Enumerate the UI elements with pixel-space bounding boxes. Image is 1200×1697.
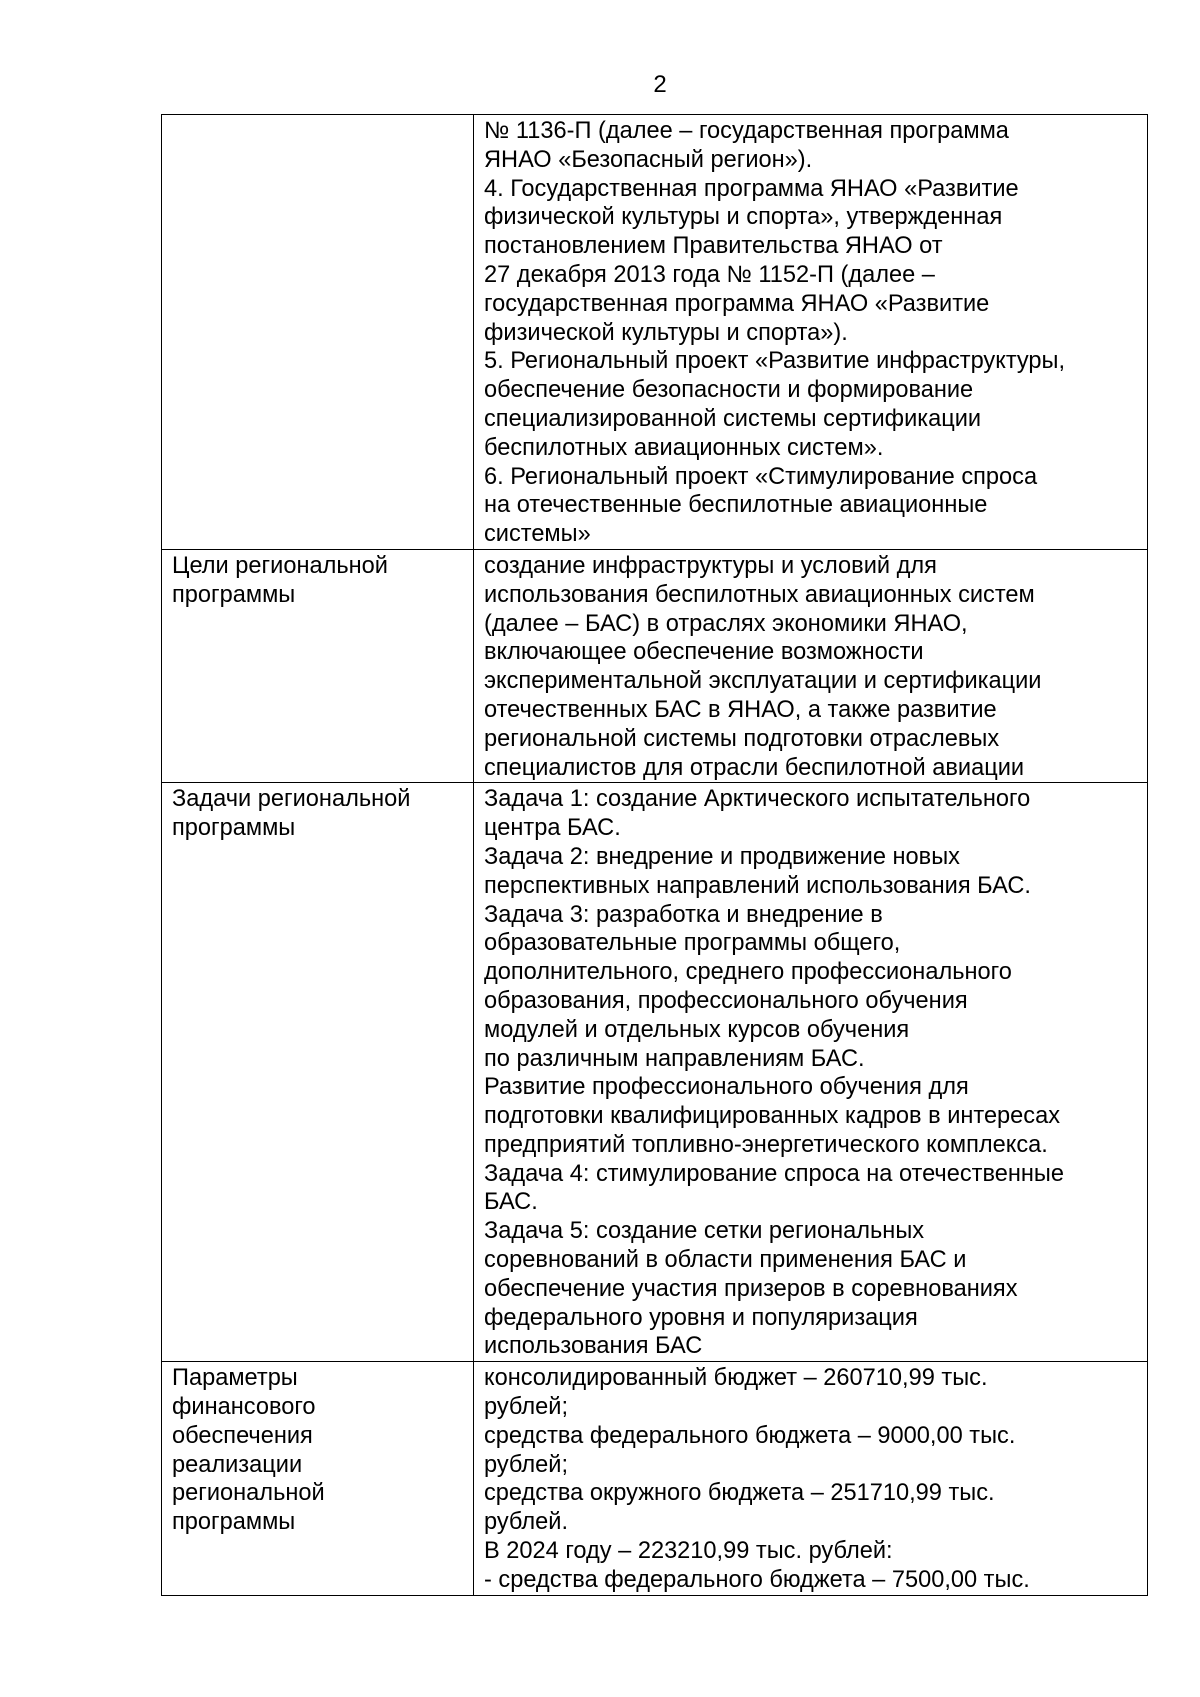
label-line: программы — [172, 1509, 296, 1536]
content-line: консолидированный бюджет – 260710,99 тыс. — [484, 1365, 988, 1392]
content-line: специалистов для отрасли беспилотной авиации — [484, 754, 1025, 781]
content-line: постановлением Правительства ЯНАО от — [484, 233, 943, 260]
content-line: рублей; — [484, 1451, 568, 1478]
content-line: по различным направлениям БАС. — [484, 1045, 865, 1072]
content-line: физической культуры и спорта», утвержденная — [484, 204, 1003, 231]
label-line: Параметры — [172, 1365, 298, 1392]
content-line: Задача 3: разработка и внедрение в — [484, 901, 883, 928]
content-line: федерального уровня и популяризация — [484, 1304, 918, 1331]
content-line: - средства федерального бюджета – 7500,00 тыс. — [484, 1566, 1030, 1593]
content-line: образования, профессионального обучения — [484, 987, 968, 1014]
content-line: 4. Государственная программа ЯНАО «Развитие — [484, 175, 1019, 202]
content-line: обеспечение участия призеров в соревнованиях — [484, 1275, 1018, 1302]
content-line: 5. Региональный проект «Развитие инфраструктуры, — [484, 348, 1066, 375]
label-line: Задачи региональной — [172, 786, 411, 813]
content-line: системы» — [484, 521, 591, 548]
content-line: рублей. — [484, 1509, 568, 1536]
content-line: Задача 1: создание Арктического испытательного — [484, 786, 1031, 813]
content-line: рублей; — [484, 1394, 568, 1421]
content-line: использования БАС — [484, 1333, 703, 1360]
content-line: региональной системы подготовки отраслевых — [484, 725, 1000, 752]
content-line: Задача 5: создание сетки региональных — [484, 1218, 925, 1245]
row-label-cell — [162, 783, 474, 1362]
content-line: подготовки квалифицированных кадров в интересах — [484, 1103, 1061, 1130]
content-line: (далее – БАС) в отраслях экономики ЯНАО, — [484, 610, 968, 637]
content-line: на отечественные беспилотные авиационные — [484, 492, 988, 519]
content-line: соревнований в области применения БАС и — [484, 1247, 967, 1274]
content-line: отечественных БАС в ЯНАО, а также развитие — [484, 696, 997, 723]
content-line: центра БАС. — [484, 815, 621, 842]
content-line: средства окружного бюджета – 251710,99 тыс. — [484, 1480, 995, 1507]
label-line: реализации — [172, 1451, 303, 1478]
label-line: региональной — [172, 1480, 325, 1507]
page-number: 2 — [653, 71, 667, 98]
table-row — [162, 1362, 1148, 1595]
content-line: включающее обеспечение возможности — [484, 639, 924, 666]
table-row — [162, 115, 1148, 550]
table-row — [162, 549, 1148, 782]
label-line: финансового — [172, 1394, 316, 1421]
label-line: Цели региональной — [172, 552, 388, 579]
content-line: В 2024 году – 223210,99 тыс. рублей: — [484, 1538, 893, 1565]
content-line: обеспечение безопасности и формирование — [484, 377, 974, 404]
row-label-cell — [162, 549, 474, 782]
row-content-cell — [474, 549, 1148, 782]
content-line: образовательные программы общего, — [484, 930, 901, 957]
content-line: предприятий топливно-энергетического комплекса. — [484, 1131, 1048, 1158]
content-line: создание инфраструктуры и условий для — [484, 552, 937, 579]
row-content-cell — [474, 1362, 1148, 1595]
content-line: использования беспилотных авиационных систем — [484, 581, 1035, 608]
row-content-cell — [474, 115, 1148, 550]
content-line: ЯНАО «Безопасный регион»). — [484, 146, 813, 173]
label-line: программы — [172, 581, 296, 608]
content-line: Развитие профессионального обучения для — [484, 1074, 969, 1101]
program-passport-table — [161, 114, 1148, 1596]
content-line: дополнительного, среднего профессионального — [484, 959, 1012, 986]
row-content-cell — [474, 783, 1148, 1362]
content-line: средства федерального бюджета – 9000,00 тыс. — [484, 1422, 1016, 1449]
content-line: перспективных направлений использования БАС. — [484, 872, 1031, 899]
content-line: 6. Региональный проект «Стимулирование спроса — [484, 463, 1038, 490]
label-line: программы — [172, 815, 296, 842]
content-line: 27 декабря 2013 года № 1152-П (далее – — [484, 261, 935, 288]
row-label-cell — [162, 1362, 474, 1595]
content-line: БАС. — [484, 1189, 538, 1216]
content-line: государственная программа ЯНАО «Развитие — [484, 290, 990, 317]
table-body — [162, 115, 1148, 1596]
content-line: Задача 4: стимулирование спроса на отечественные — [484, 1160, 1064, 1187]
table-row — [162, 783, 1148, 1362]
content-line: физической культуры и спорта»). — [484, 319, 848, 346]
content-line: специализированной системы сертификации — [484, 405, 982, 432]
content-line: модулей и отдельных курсов обучения — [484, 1016, 910, 1043]
content-line: экспериментальной эксплуатации и сертификации — [484, 668, 1042, 695]
content-line: № 1136-П (далее – государственная программа — [484, 118, 1009, 144]
content-line: Задача 2: внедрение и продвижение новых — [484, 843, 960, 870]
content-line: беспилотных авиационных систем». — [484, 434, 884, 461]
row-label-cell — [162, 115, 474, 550]
label-line: обеспечения — [172, 1422, 313, 1449]
